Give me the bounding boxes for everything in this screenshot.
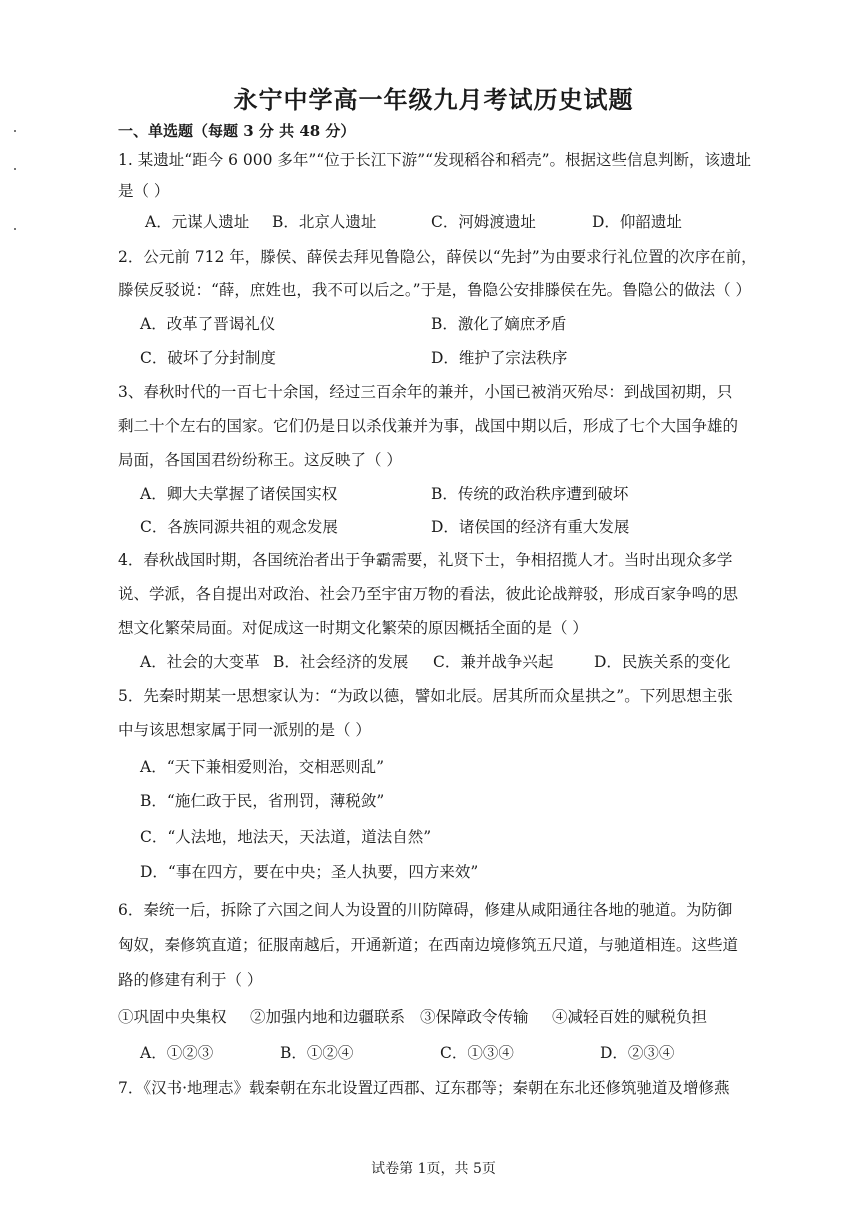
question-5-option-d: D．“事在四方，要在中央；圣人执要，四方来效” — [140, 863, 479, 881]
question-5-option-c: C．“人法地，地法天，天法道，道法自然” — [140, 828, 432, 846]
question-2-option-d: D．维护了宗法秩序 — [431, 349, 568, 367]
section-heading: 一、单选题（每题 3 分 共 48 分） — [118, 122, 356, 140]
question-2-line-1: 2．公元前 712 年，滕侯、薛侯去拜见鲁隐公，薛侯以“先封”为由要求行礼位置的次序在前， — [118, 248, 757, 266]
question-5-option-a: A．“天下兼相爱则治，交相恶则乱” — [140, 758, 385, 776]
question-6-line-2: 匈奴，秦修筑直道；征服南越后，开通新道；在西南边境修筑五尺道，与驰道相连。这些道 — [118, 936, 739, 954]
page-footer: 试卷第 1页，共 5页 — [371, 1161, 496, 1177]
question-2-option-c: C．破坏了分封制度 — [140, 349, 276, 367]
question-4-option-a: A．社会的大变革 — [140, 653, 260, 671]
question-6-statement-1: ①巩固中央集权 — [118, 1008, 227, 1026]
question-2-option-a: A．改革了晋谒礼仪 — [140, 315, 276, 333]
question-6-option-a: A．①②③ — [140, 1044, 214, 1062]
exam-title: 永宁中学高一年级九月考试历史试题 — [233, 85, 634, 114]
question-6-option-d: D．②③④ — [600, 1044, 675, 1062]
question-6-option-b: B．①②④ — [280, 1044, 354, 1062]
question-6-line-3: 路的修建有利于（ ） — [118, 971, 263, 989]
question-2-line-2: 滕侯反驳说：“薛，庶姓也，我不可以后之。”于是，鲁隐公安排滕侯在先。鲁隐公的做法（ ） — [118, 281, 752, 299]
question-6-line-1: 6．秦统一后，拆除了六国之间人为设置的川防障碍，修建从咸阳通往各地的驰道。为防御 — [118, 901, 733, 919]
question-1-option-a: A．元谋人遗址 — [145, 213, 250, 231]
question-5-line-2: 中与该思想家属于同一派别的是（ ） — [118, 721, 371, 739]
scan-mark — [14, 130, 16, 132]
question-4-line-3: 想文化繁荣局面。对促成这一时期文化繁荣的原因概括全面的是（ ） — [118, 619, 588, 637]
question-2-option-b: B．激化了嫡庶矛盾 — [431, 315, 567, 333]
question-4-option-b: B．社会经济的发展 — [273, 653, 409, 671]
question-3-option-d: D．诸侯国的经济有重大发展 — [431, 518, 630, 536]
question-3-option-c: C．各族同源共祖的观念发展 — [140, 518, 338, 536]
question-1-line-1: 1. 某遗址“距今 6 000 多年”“位于长江下游”“发现稻谷和稻壳”。根据这些信息判断，该遗址 — [118, 151, 751, 169]
question-3-line-1: 3、春秋时代的一百七十余国，经过三百余年的兼并，小国已被消灭殆尽：到战国初期，只 — [118, 383, 733, 401]
question-4-line-2: 说、学派，各自提出对政治、社会乃至宇宙万物的看法，彼此论战辩驳，形成百家争鸣的思 — [118, 585, 739, 603]
question-7-line-1: 7．《汉书·地理志》载秦朝在东北设置辽西郡、辽东郡等；秦朝在东北还修筑驰道及增修燕 — [118, 1079, 730, 1097]
question-5-option-b: B．“施仁政于民，省刑罚，薄税敛” — [140, 792, 385, 810]
question-5-line-1: 5．先秦时期某一思想家认为：“为政以德，譬如北辰。居其所而众星拱之”。下列思想主张 — [118, 687, 733, 705]
scan-mark — [14, 228, 16, 230]
question-1-option-c: C．河姆渡遗址 — [431, 213, 536, 231]
question-1-line-2: 是（ ） — [118, 182, 170, 200]
question-4-option-c: C．兼并战争兴起 — [433, 653, 554, 671]
question-3-option-b: B．传统的政治秩序遭到破坏 — [431, 485, 629, 503]
question-1-option-d: D．仰韶遗址 — [592, 213, 682, 231]
question-3-option-a: A．卿大夫掌握了诸侯国实权 — [140, 485, 338, 503]
question-6-option-c: C．①③④ — [440, 1044, 514, 1062]
question-6-statement-3: ③保障政令传输 — [420, 1008, 529, 1026]
question-3-line-2: 剩二十个左右的国家。它们仍是日以杀伐兼并为事，战国中期以后，形成了七个大国争雄的 — [118, 417, 739, 435]
question-1-option-b: B．北京人遗址 — [272, 213, 377, 231]
question-3-line-3: 局面，各国国君纷纷称王。这反映了（ ） — [118, 451, 402, 469]
question-4-line-1: 4．春秋战国时期，各国统治者出于争霸需要，礼贤下士，争相招揽人才。当时出现众多学 — [118, 551, 733, 569]
scan-mark — [14, 168, 16, 170]
question-4-option-d: D．民族关系的变化 — [594, 653, 731, 671]
question-6-statement-4: ④减轻百姓的赋税负担 — [552, 1008, 708, 1026]
question-6-statement-2: ②加强内地和边疆联系 — [250, 1008, 406, 1026]
